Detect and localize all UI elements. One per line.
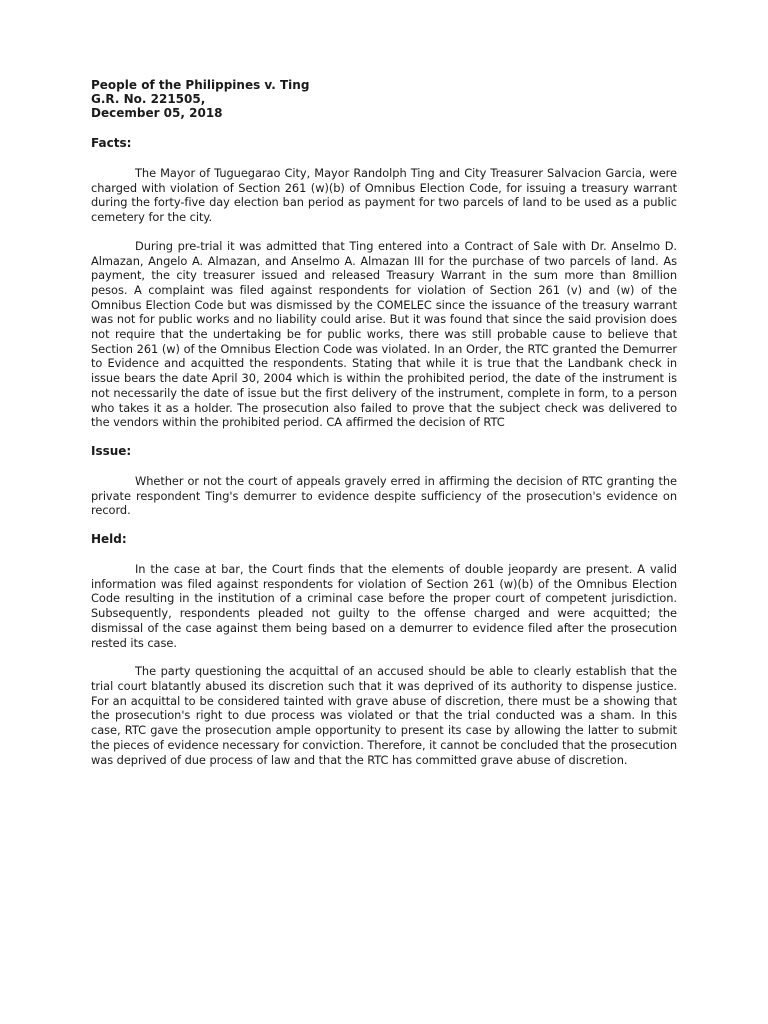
facts-paragraph-2: During pre-trial it was admitted that Ting entered into a Contract of Sale with Dr. Anselmo D. Almazan, Angelo A. Almazan, and Anselmo A. Almazan III for the purchase of two parcels of land. As payment, the city treasurer issued and released Treasury Warrant in the sum more than 8million pesos. A complaint was filed against respondents for violation of Section 261 (v) and (w) of the Omnibus Election Code but was dismissed by the COMELEC since the issuance of the treasury warrant was not for public works and no liability could arise. But it was found that since the said provision does not require that the undertaking be for public works, there was still probable cause to believe that Section 261 (w) of the Omnibus Election Code was violated. In an Order, the RTC granted the Demurrer to Evidence and acquitted the respondents. Stating that while it is true that the Landbank check in issue bears the date April 30, 2004 which is within the prohibited period, the date of the instrument is not necessarily the date of issue but the first delivery of the instrument, complete in form, to a person who takes it as a holder. The prosecution also failed to prove that the subject check was delivered to the vendors within the prohibited period. CA affirmed the decision of RTC [91, 238, 677, 430]
issue-paragraph-1: Whether or not the court of appeals gravely erred in affirming the decision of RTC granting the private respondent Ting's demurrer to evidence despite sufficiency of the prosecution's evidence on record. [91, 473, 677, 518]
held-paragraph-2: The party questioning the acquittal of an accused should be able to clearly establish that the trial court blatantly abused its discretion such that it was deprived of its authority to dispense justice. For an acquittal to be considered tainted with grave abuse of discretion, there must be a showing that the prosecution's right to due process was violated or that the trial conducted was a sham. In this case, RTC gave the prosecution ample opportunity to present its case by allowing the latter to submit the pieces of evidence necessary for conviction. Therefore, it cannot be concluded that the prosecution was deprived of due process of law and that the RTC has committed grave abuse of discretion. [91, 664, 677, 767]
case-gr-number: G.R. No. 221505, [91, 92, 206, 106]
held-heading: Held: [91, 532, 127, 547]
facts-heading: Facts: [91, 136, 132, 150]
held-paragraph-1: In the case at bar, the Court finds that the elements of double jeopardy are present. A valid information was filed against respondents for violation of Section 261 (w)(b) of the Omnibus Election Code resulting in the institution of a criminal case before the proper court of competent jurisdiction. Subsequently, respondents pleaded not guilty to the offense charged and were acquitted; the dismissal of the case against them being based on a demurrer to evidence filed after the prosecution rested its case. [91, 562, 677, 650]
case-date: December 05, 2018 [91, 106, 223, 120]
facts-paragraph-1: The Mayor of Tuguegarao City, Mayor Randolph Ting and City Treasurer Salvacion Garcia, were charged with violation of Section 261 (w)(b) of Omnibus Election Code, for issuing a treasury warrant during the forty-five day election ban period as payment for two parcels of land to be used as a public cemetery for the city. [91, 166, 677, 225]
case-title: People of the Philippines v. Ting [91, 78, 310, 92]
issue-heading: Issue: [91, 443, 132, 458]
document-page [91, 78, 677, 767]
